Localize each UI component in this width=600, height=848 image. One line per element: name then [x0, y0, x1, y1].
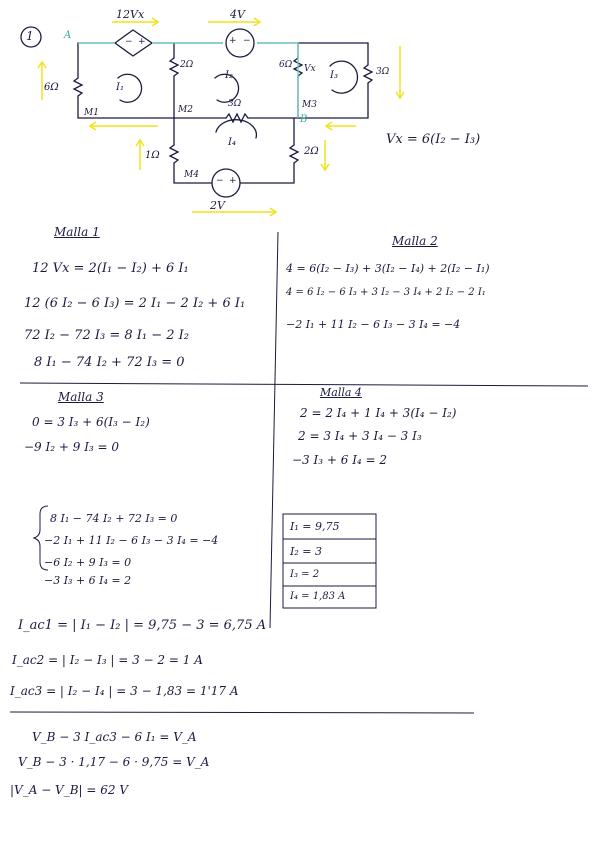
mesh-2-label: I₂: [225, 70, 233, 81]
voltage-line: V_B − 3 · 1,17 − 6 · 9,75 = V_A: [18, 755, 210, 769]
system-line: −3 I₃ + 6 I₄ = 2: [44, 574, 132, 587]
malla-1-line: 12 Vx = 2(I₁ − I₂) + 6 I₁: [32, 261, 189, 276]
node-m3-label: M3: [302, 100, 317, 110]
node-m2-label: M2: [178, 105, 193, 115]
current-iac1: I_ac1 = | I₁ − I₂ | = 9,75 − 3 = 6,75 A: [18, 618, 267, 633]
malla-4-line: 2 = 3 I₄ + 3 I₄ − 3 I₃: [298, 429, 422, 443]
resistor-mid-label: 2Ω: [180, 60, 194, 70]
result-i4: I₄ = 1,83 A: [290, 591, 346, 602]
problem-number: 1: [26, 29, 34, 43]
mesh-4-label: I₄: [228, 137, 236, 148]
source-4v-label: 4V: [230, 8, 245, 21]
node-a-label: A: [64, 30, 72, 41]
vx-definition: Vx = 6(I₂ − I₃): [386, 132, 481, 147]
source-4v-minus: −: [243, 36, 251, 46]
mesh-1-label: I₁: [116, 82, 124, 93]
resistor-bottom-right-label: 2Ω: [304, 146, 319, 157]
voltage-result: |V_A − V_B| = 62 V: [10, 783, 129, 797]
node-m1-label: M1: [84, 108, 99, 118]
malla-1-line: 8 I₁ − 74 I₂ + 72 I₃ = 0: [34, 355, 185, 370]
diamond-minus: −: [125, 37, 133, 47]
malla-3-title: Malla 3: [58, 390, 104, 404]
vx-label: Vx: [304, 64, 316, 74]
malla-4-line: 2 = 2 I₄ + 1 I₄ + 3(I₄ − I₂): [300, 406, 457, 420]
malla-3-line: 0 = 3 I₃ + 6(I₃ − I₂): [32, 415, 150, 429]
resistor-right-inner-label: 6Ω: [279, 60, 293, 70]
result-i2: I₂ = 3: [290, 545, 322, 558]
source-12vx-label: 12Vx: [116, 8, 145, 21]
current-iac3: I_ac3 = | I₂ − I₄ | = 3 − 1,83 = 1'17 A: [10, 684, 239, 698]
system-line: −2 I₁ + 11 I₂ − 6 I₃ − 3 I₄ = −4: [44, 534, 219, 547]
source-2v-minus: −: [216, 176, 224, 186]
diamond-plus: +: [138, 37, 146, 47]
source-2v-label: 2V: [210, 199, 225, 212]
voltage-line: V_B − 3 I_ac3 − 6 I₁ = V_A: [32, 730, 197, 744]
malla-2-line: 4 = 6 I₂ − 6 I₃ + 3 I₂ − 3 I₄ + 2 I₂ − 2 I₁: [286, 287, 486, 298]
resistor-left-label: 6Ω: [44, 82, 59, 93]
current-iac2: I_ac2 = | I₂ − I₃ | = 3 − 2 = 1 A: [12, 653, 203, 667]
resistor-right-outer-label: 3Ω: [376, 67, 390, 77]
malla-2-title: Malla 2: [392, 234, 438, 248]
result-i3: I₃ = 2: [290, 569, 320, 580]
mesh-3-label: I₃: [330, 70, 338, 81]
malla-1-line: 72 I₂ − 72 I₃ = 8 I₁ − 2 I₂: [24, 328, 190, 343]
node-m4-label: M4: [184, 170, 199, 180]
resistor-bottom-left-label: 1Ω: [145, 150, 160, 161]
node-b-label: B: [300, 114, 308, 125]
malla-2-line: 4 = 6(I₂ − I₃) + 3(I₂ − I₄) + 2(I₂ − I₁): [286, 262, 490, 275]
system-line: 8 I₁ − 74 I₂ + 72 I₃ = 0: [50, 512, 178, 525]
malla-1-title: Malla 1: [54, 225, 100, 239]
malla-4-title: Malla 4: [320, 386, 362, 399]
malla-2-line: −2 I₁ + 11 I₂ − 6 I₃ − 3 I₄ = −4: [286, 318, 461, 331]
system-line: −6 I₂ + 9 I₃ = 0: [44, 556, 132, 569]
source-2v-plus: +: [229, 176, 237, 186]
malla-4-line: −3 I₃ + 6 I₄ = 2: [292, 453, 388, 467]
malla-1-line: 12 (6 I₂ − 6 I₃) = 2 I₁ − 2 I₂ + 6 I₁: [24, 296, 246, 311]
malla-3-line: −9 I₂ + 9 I₃ = 0: [24, 440, 120, 454]
resistor-horizontal-label: 3Ω: [228, 99, 242, 109]
source-4v-plus: +: [229, 36, 237, 46]
result-i1: I₁ = 9,75: [290, 520, 340, 533]
